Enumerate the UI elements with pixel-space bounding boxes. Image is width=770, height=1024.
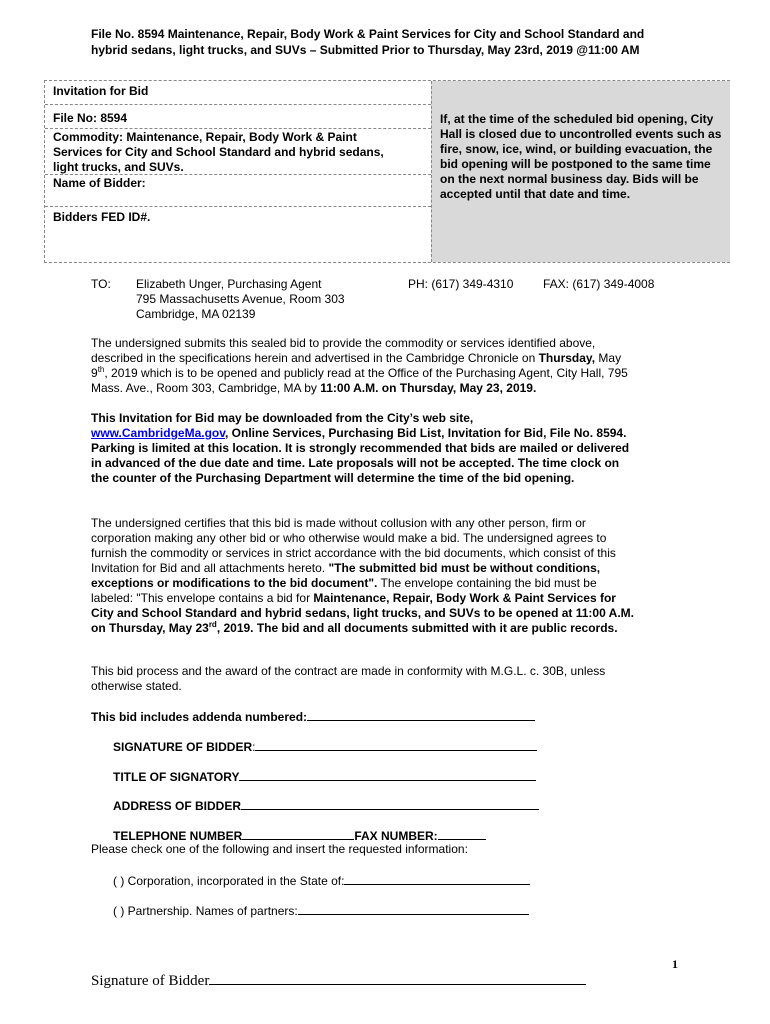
partnership-option[interactable] xyxy=(113,902,529,919)
para1-sup: th xyxy=(97,365,105,374)
page-number: 1 xyxy=(672,957,678,971)
title-label: TITLE OF SIGNATORY xyxy=(113,770,240,784)
para3-text-b: "The submitted bid must be without conditions, exceptions or modifications to the bid document". xyxy=(91,561,601,590)
signature-line[interactable] xyxy=(255,738,537,751)
addenda-field[interactable] xyxy=(91,708,535,725)
partnership-label: ( ) Partnership. Names of partners: xyxy=(113,904,298,918)
footer-signature[interactable] xyxy=(91,970,586,990)
para1-text-c: May 9 xyxy=(91,351,622,380)
bid-info-left xyxy=(45,81,431,262)
para1-text-b: Thursday, xyxy=(538,351,596,365)
header-line-2: hybrid sedans, light trucks, and SUVs – Submitted Prior to Thursday, May 23rd, 2019 @11:00 AM xyxy=(91,43,640,57)
recipient-city: Cambridge, MA 02139 xyxy=(136,307,256,321)
invitation-cell xyxy=(45,81,431,105)
commodity-line-2: Services for City and School Standard and hybrid sedans, xyxy=(53,145,384,159)
fed-id-label: Bidders FED ID#. xyxy=(53,210,151,224)
certification-paragraph xyxy=(91,516,637,636)
address-line[interactable] xyxy=(241,797,539,810)
name-of-bidder-label: Name of Bidder: xyxy=(53,176,146,190)
bid-info-table xyxy=(44,80,730,263)
para1-text-a: The undersigned submits this sealed bid to provide the commodity or services identified above, described in the specifications herein and advertised in the Cambridge Chronicle on xyxy=(91,336,596,365)
telephone-line[interactable] xyxy=(242,827,354,840)
check-prompt: Please check one of the following and insert the requested information: xyxy=(91,842,468,856)
para2-text-a: This Invitation for Bid may be downloaded from the City’s web site, xyxy=(91,411,474,425)
phone-number: PH: (617) 349-4310 xyxy=(408,277,514,291)
signature-field[interactable] xyxy=(113,738,537,755)
addenda-line[interactable] xyxy=(307,708,535,721)
closure-note-panel xyxy=(431,81,730,262)
commodity-line-1: Commodity: Maintenance, Repair, Body Work & Paint xyxy=(53,130,357,144)
bid-submission-paragraph xyxy=(91,336,637,396)
recipient-address xyxy=(136,277,345,322)
para2-text-b: , Online Services, Purchasing Bid List, Invitation for Bid, File No. 8594. Parking is limited at this location. It is strongly recommended that bids are mailed or delivered in advanced of the due date and time. Late proposals will not be accepted. The time clock on the counter of the Purchasing Department will determine the time of the bid opening. xyxy=(91,426,630,485)
signature-colon: : xyxy=(252,740,256,754)
title-line[interactable] xyxy=(239,768,536,781)
file-no-label: File No: 8594 xyxy=(53,111,128,125)
para3-text-d: Maintenance, Repair, Body Work & Paint Services for City and School Standard and hybrid sedans, light trucks, and SUVs to be opened at 11:00 A.M. on Thursday, May 23 xyxy=(91,591,634,635)
name-of-bidder-cell[interactable] xyxy=(45,175,431,207)
addenda-label: This bid includes addenda numbered: xyxy=(91,710,308,724)
partnership-line[interactable] xyxy=(298,902,529,915)
para1-text-d: , 2019 which is to be opened and publicly read at the Office of the Purchasing Agent, City Hall, 795 Mass. Ave., Room 303, Cambridge, MA by xyxy=(91,366,628,395)
fax-label: FAX NUMBER: xyxy=(354,829,438,843)
header-line-1: File No. 8594 Maintenance, Repair, Body Work & Paint Services for City and School Standard and xyxy=(91,27,645,41)
signature-label: SIGNATURE OF BIDDER xyxy=(113,740,253,754)
title-field[interactable] xyxy=(113,768,536,785)
invitation-label: Invitation for Bid xyxy=(53,84,149,98)
para1-text-e: 11:00 A.M. on Thursday, May 23, 2019. xyxy=(320,381,537,395)
document-header xyxy=(91,26,711,58)
para3-text-c: The envelope containing the bid must be labeled: "This envelope contains a bid for xyxy=(91,576,597,605)
telephone-label: TELEPHONE NUMBER xyxy=(113,829,243,843)
corporation-option[interactable] xyxy=(113,872,530,889)
address-field[interactable] xyxy=(113,797,539,814)
footer-signature-label: Signature of Bidder xyxy=(91,973,210,989)
commodity-line-3: light trucks, and SUVs. xyxy=(53,160,184,174)
fed-id-cell[interactable] xyxy=(45,207,431,262)
commodity-cell xyxy=(45,129,431,175)
corporation-label: ( ) Corporation, incorporated in the State of: xyxy=(113,874,345,888)
para3-text-a: The undersigned certifies that this bid is made without collusion with any other person, firm or corporation making any other bid or who otherwise would make a bid. The undersigned agrees to furnish the commodity or services in strict accordance with the bid documents, which consist of this Invitation for Bid and all attachments hereto. xyxy=(91,516,616,575)
recipient-street: 795 Massachusetts Avenue, Room 303 xyxy=(136,292,345,306)
recipient-name: Elizabeth Unger, Purchasing Agent xyxy=(136,277,322,291)
closure-note: If, at the time of the scheduled bid opening, City Hall is closed due to uncontrolled events such as fire, snow, ice, wind, or building evacuation, the bid opening will be postponed to the same time on the next normal business day. Bids will be accepted until that date and time. xyxy=(440,112,722,201)
address-label: ADDRESS OF BIDDER xyxy=(113,799,242,813)
file-no-cell xyxy=(45,108,431,129)
footer-signature-line[interactable] xyxy=(209,970,586,985)
fax-number: FAX: (617) 349-4008 xyxy=(543,277,655,291)
to-label: TO: xyxy=(91,277,111,291)
para3-sup: rd xyxy=(208,620,217,629)
fax-line[interactable] xyxy=(438,827,486,840)
city-website-link[interactable]: www.CambridgeMa.gov xyxy=(91,426,226,440)
corporation-line[interactable] xyxy=(344,872,530,885)
conformity-paragraph: This bid process and the award of the contract are made in conformity with M.G.L. c. 30B, unless otherwise stated. xyxy=(91,664,606,693)
para3-text-e: , 2019. The bid and all documents submitted with it are public records. xyxy=(216,621,618,635)
download-paragraph xyxy=(91,411,637,486)
